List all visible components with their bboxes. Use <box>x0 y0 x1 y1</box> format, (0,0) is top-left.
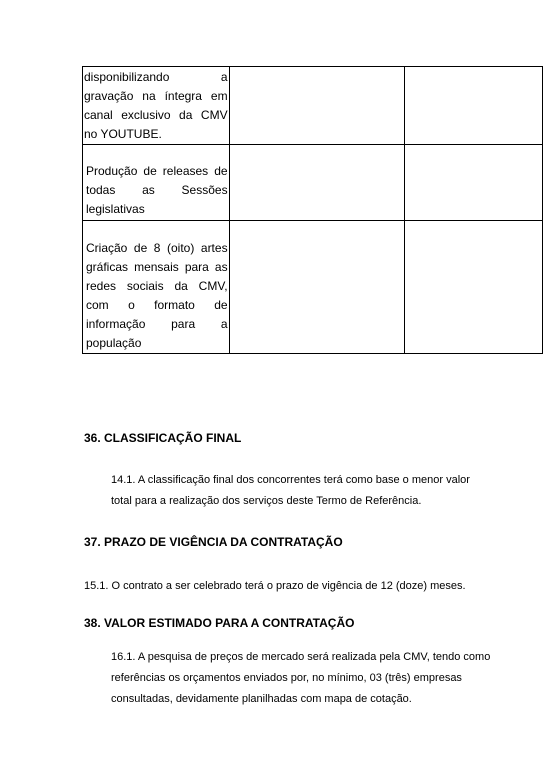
table-cell-empty <box>229 67 405 145</box>
section-heading-classificacao: 36. CLASSIFICAÇÃO FINAL <box>84 431 242 445</box>
table-row <box>83 221 543 354</box>
paragraph-line: 14.1. A classificação final dos concorrentes terá como base o menor valor <box>111 474 470 486</box>
section-heading-prazo: 37. PRAZO DE VIGÊNCIA DA CONTRATAÇÃO <box>84 535 343 549</box>
section-heading-valor: 38. VALOR ESTIMADO PARA A CONTRATAÇÃO <box>84 616 355 630</box>
table-cell-description <box>83 145 230 221</box>
table-cell-empty <box>405 221 543 354</box>
services-table <box>82 66 543 354</box>
table-cell-empty <box>229 221 405 354</box>
table-cell-empty <box>405 67 543 145</box>
cell-text: Criação de 8 (oito) artes gráficas mensais para as redes sociais da CMV, com o formato de informação para a população <box>86 241 228 350</box>
paragraph-line: referências os orçamentos enviados por, no mínimo, 03 (três) empresas <box>111 672 462 684</box>
paragraph-line: consultadas, devidamente planilhadas com mapa de cotação. <box>111 693 412 705</box>
table-cell-empty <box>229 145 405 221</box>
table-row <box>83 67 543 145</box>
paragraph-line: 15.1. O contrato a ser celebrado terá o prazo de vigência de 12 (doze) meses. <box>84 580 466 592</box>
table-cell-description <box>83 67 230 145</box>
cell-text: Produção de releases de todas as Sessões legislativas <box>86 164 228 216</box>
table-cell-description <box>83 221 230 354</box>
table-cell-empty <box>405 145 543 221</box>
paragraph-line: total para a realização dos serviços deste Termo de Referência. <box>111 495 422 507</box>
paragraph-line: 16.1. A pesquisa de preços de mercado será realizada pela CMV, tendo como <box>111 651 491 663</box>
table-row <box>83 145 543 221</box>
cell-text: disponibilizando a gravação na íntegra em canal exclusivo da CMV no YOUTUBE. <box>84 70 228 141</box>
